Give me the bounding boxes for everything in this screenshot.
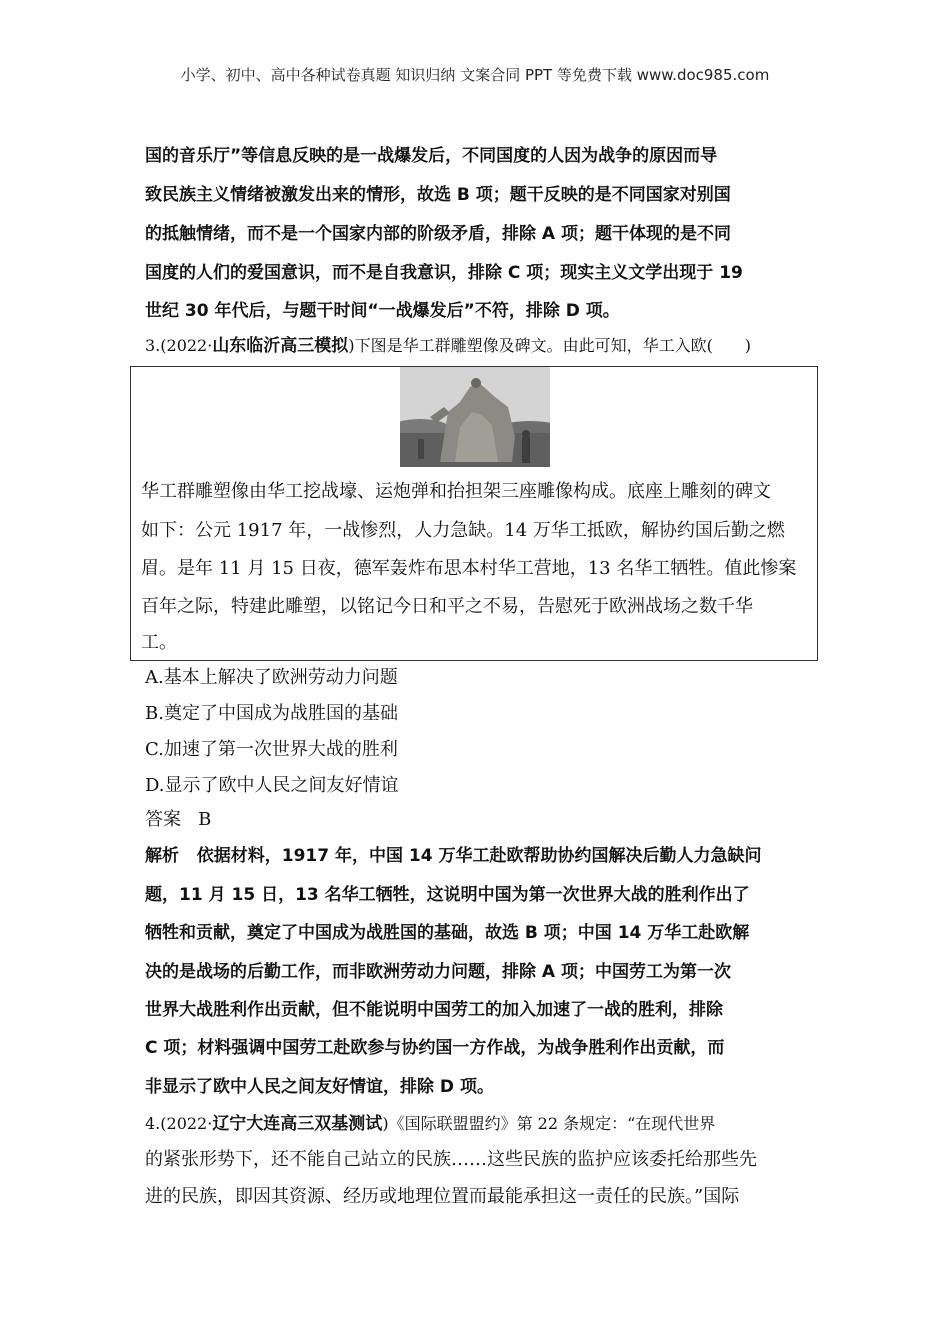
option-c: C.加速了第一次世界大战的胜利 <box>145 739 398 760</box>
question-source: 山东临沂高三模拟 <box>212 336 349 356</box>
sculpture-photo <box>400 367 550 467</box>
analysis-line: 牺牲和贡献，奠定了中国成为战胜国的基础，故选 B 项；中国 14 万华工赴欧解 <box>145 923 750 943</box>
analysis-line <box>145 843 762 869</box>
analysis-line: 决的是战场的后勤工作，而非欧洲劳动力问题，排除 A 项；中国劳工为第一次 <box>145 962 731 982</box>
text-line: 的抵触情绪，而不是一个国家内部的阶级矛盾，排除 A 项；题干体现的是不同 <box>145 224 731 244</box>
analysis-line: C 项；材料强调中国劳工赴欧参与协约国一方作战，为战争胜利作出贡献，而 <box>145 1038 725 1058</box>
question-number: 4.(2022· <box>145 1114 213 1133</box>
question-source-close: ) <box>382 1114 389 1133</box>
answer-line <box>145 807 211 833</box>
question-source: 辽宁大连高三双基测试 <box>212 1114 383 1134</box>
analysis-line: 非显示了欧中人民之间友好情谊，排除 D 项。 <box>145 1077 494 1097</box>
analysis-line: 题，11 月 15 日，13 名华工牺牲，这说明中国为第一次世界大战的胜利作出了 <box>145 885 750 905</box>
text-line: 世纪 30 年代后，与题干时间“一战爆发后”不符，排除 D 项。 <box>145 301 620 321</box>
analysis-label: 解析 <box>145 846 179 866</box>
material-line: 眉。是年 11 月 15 日夜，德军轰炸布思本村华工营地，13 名华工牺牲。值此惨案 <box>141 558 797 579</box>
answer-value: B <box>198 809 212 830</box>
question-4-line: 的紧张形势下，还不能自己站立的民族……这些民族的监护应该委托给那些先 <box>145 1149 757 1170</box>
text-line: 国度的人们的爱国意识，而不是自我意识，排除 C 项；现实主义文学出现于 19 <box>145 263 743 283</box>
material-line: 百年之际，特建此雕塑，以铭记今日和平之不易，告慰死于欧洲战场之数千华 <box>141 596 753 617</box>
sculpture-image <box>400 367 550 467</box>
option-d: D.显示了欧中人民之间友好情谊 <box>145 775 399 796</box>
question-3-stem <box>145 333 751 359</box>
text-line: 致民族主义情绪被激发出来的情形，故选 B 项；题干反映的是不同国家对别国 <box>145 185 731 205</box>
question-4-stem <box>145 1111 715 1137</box>
question-4-line: 进的民族，即因其资源、经历或地理位置而最能承担这一责任的民族。”国际 <box>145 1186 740 1207</box>
answer-label: 答案 <box>145 809 181 830</box>
question-text: 《国际联盟盟约》第 22 条规定：“在现代世界 <box>388 1114 716 1133</box>
question-number: 3.(2022· <box>145 336 213 355</box>
question-text: 下图是华工群雕塑像及碑文。由此可知，华工入欧( ) <box>354 336 752 355</box>
material-line: 华工群雕塑像由华工挖战壕、运炮弹和抬担架三座雕像构成。底座上雕刻的碑文 <box>141 481 771 502</box>
analysis-line: 世界大战胜利作出贡献，但不能说明中国劳工的加入加速了一战的胜利，排除 <box>145 1000 723 1020</box>
material-line: 如下：公元 1917 年，一战惨烈，人力急缺。14 万华工抵欧，解协约国后勤之燃 <box>141 520 785 541</box>
page-header: 小学、初中、高中各种试卷真题 知识归纳 文案合同 PPT 等免费下载 www.doc985.com <box>180 66 770 84</box>
analysis-text: 依据材料，1917 年，中国 14 万华工赴欧帮助协约国解决后勤人力急缺问 <box>196 846 762 866</box>
material-line: 工。 <box>141 632 177 653</box>
option-b: B.奠定了中国成为战胜国的基础 <box>145 703 398 724</box>
text-line: 国的音乐厅”等信息反映的是一战爆发后，不同国度的人因为战争的原因而导 <box>145 146 718 166</box>
question-source-close: ) <box>348 336 355 355</box>
option-a: A.基本上解决了欧洲劳动力问题 <box>145 667 398 688</box>
